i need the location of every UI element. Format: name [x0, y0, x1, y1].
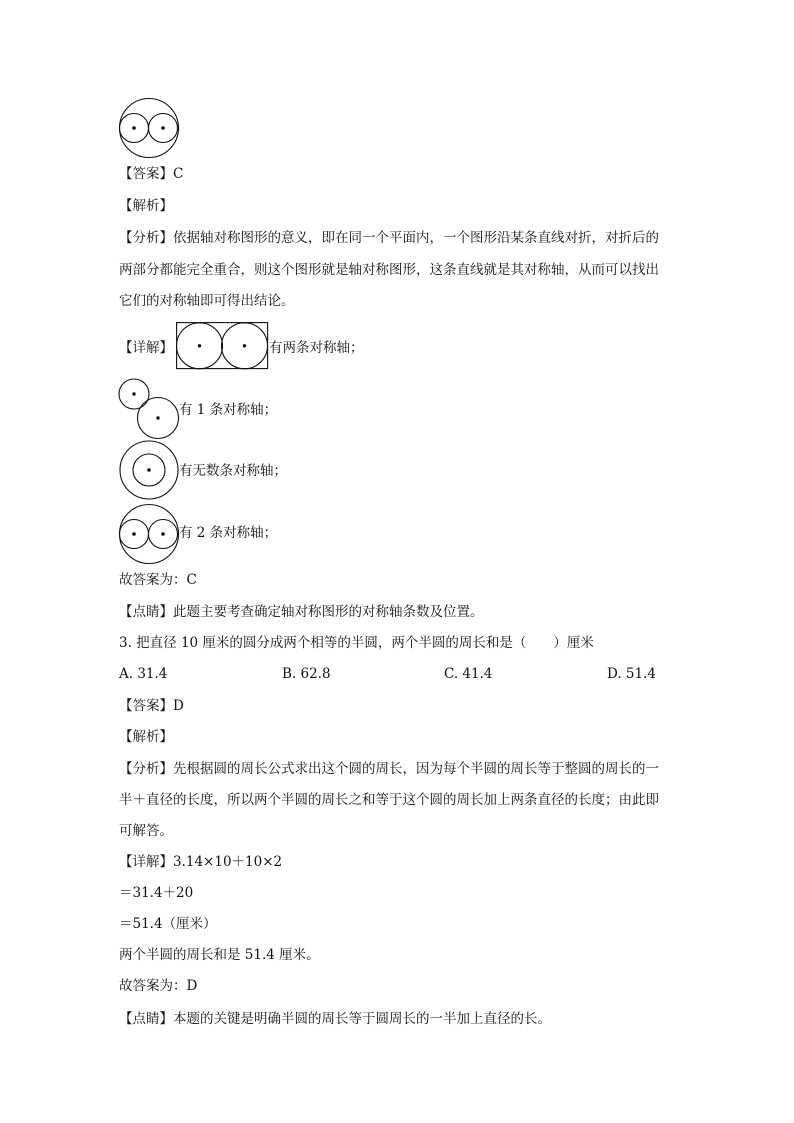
q3-option-a: A. 31.4: [119, 666, 168, 682]
q3-analysis-line: 可解答。: [119, 823, 173, 839]
detail-item-text: 有 1 条对称轴；: [179, 402, 278, 418]
q2-detail-label: 【详解】: [119, 340, 173, 356]
q3-detail-line: ＝31.4＋20: [119, 885, 194, 901]
detail-item-text: 有两条对称轴；: [269, 340, 364, 356]
q3-comment: 【点睛】本题的关键是明确半圆的周长等于圆周长的一半加上直径的长。: [119, 1011, 551, 1027]
q3-analysis-line: 【分析】先根据圆的周长公式求出这个圆的周长，因为每个半圆的周长等于整圆的周长的一: [119, 761, 659, 777]
detail-item-text: 有无数条对称轴；: [179, 463, 287, 479]
q3-detail-line: 【详解】3.14×10＋10×2: [119, 854, 283, 870]
q3-answer: 【答案】D: [119, 698, 184, 714]
q3-detail-line: 两个半圆的周长和是 51.4 厘米。: [119, 947, 320, 963]
q2-analysis-heading: 【解析】: [119, 198, 173, 214]
q3-option-c: C. 41.4: [444, 666, 493, 682]
q2-analysis-line: 两部分都能完全重合，则这个图形就是轴对称图形，这条直线就是其对称轴，从而可以找出: [119, 262, 659, 278]
figure-circle-with-two-circles-top: [118, 97, 180, 159]
q2-final-answer: 故答案为：C: [119, 572, 197, 588]
figure-two-offset-circles: [118, 378, 182, 440]
figure-concentric-circles: [119, 440, 179, 500]
q2-analysis-line: 它们的对称轴即可得出结论。: [119, 293, 295, 309]
figure-circle-with-two-circles: [118, 503, 180, 565]
q2-comment: 【点睛】此题主要考查确定轴对称图形的对称轴条数及位置。: [119, 604, 484, 620]
detail-item-text: 有 2 条对称轴；: [179, 525, 278, 541]
q3-final-answer: 故答案为：D: [119, 978, 198, 994]
q2-analysis-line: 【分析】依据轴对称图形的意义，即在同一个平面内，一个图形沿某条直线对折，对折后的: [119, 230, 659, 246]
q3-option-b: B. 62.8: [282, 666, 331, 682]
q3-question: 3. 把直径 10 厘米的圆分成两个相等的半圆，两个半圆的周长和是（ ）厘米: [119, 635, 594, 651]
q3-analysis-heading: 【解析】: [119, 729, 173, 745]
q3-option-d: D. 51.4: [607, 666, 656, 682]
q3-detail-line: ＝51.4（厘米）: [119, 916, 217, 932]
q3-analysis-line: 半＋直径的长度，所以两个半圆的周长之和等于这个圆的周长加上两条直径的长度；由此即: [119, 792, 659, 808]
figure-rectangle-two-circles: [176, 322, 269, 370]
q2-answer: 【答案】C: [119, 166, 184, 182]
